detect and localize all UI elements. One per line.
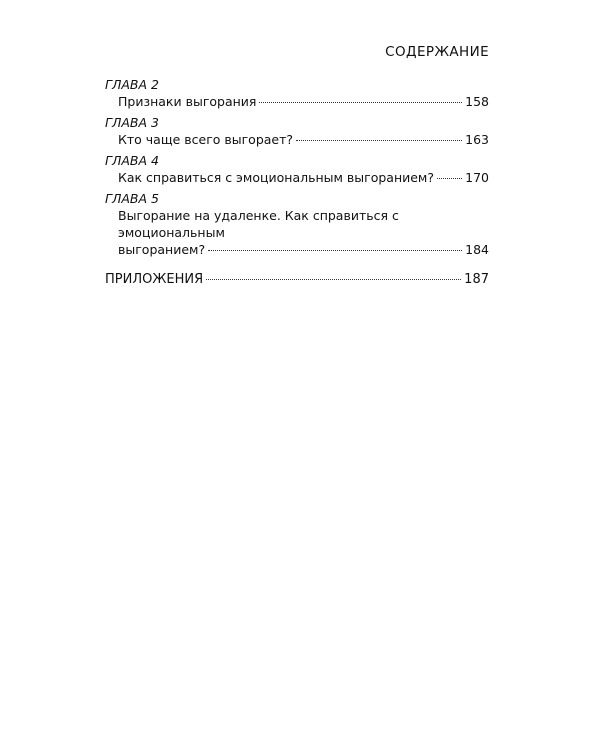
chapter-label-4: ГЛАВА 4 [105,153,159,168]
table-of-contents [105,76,489,288]
dot-leader [206,279,461,280]
chapter-label-3: ГЛАВА 3 [105,115,159,130]
toc-entry-title: Кто чаще всего выгорает? [118,132,294,147]
running-head: СОДЕРЖАНИЕ [385,44,489,60]
toc-entry-chapter-3[interactable] [105,131,489,148]
toc-entry-title-line2: выгоранием? [118,242,206,257]
appendix-page: 187 [464,272,489,287]
toc-entry-title-line1: Выгорание на удаленке. Как справиться с эмоциональным [118,208,399,240]
chapter-label-2: ГЛАВА 2 [105,77,159,92]
dot-leader [259,102,462,103]
toc-entry-page: 158 [465,94,489,109]
appendix-title: ПРИЛОЖЕНИЯ [105,272,204,287]
toc-entry-title: Как справиться с эмоциональным выгоранием? [118,170,434,185]
toc-entry-appendix[interactable] [105,271,489,288]
chapter-label-5: ГЛАВА 5 [105,191,159,206]
toc-entry-chapter-4[interactable] [105,169,489,186]
toc-entry-chapter-2[interactable] [105,93,489,110]
toc-entry-page: 163 [465,132,489,147]
toc-entry-title: Признаки выгорания [118,94,257,109]
dot-leader [296,140,462,141]
dot-leader [208,250,462,251]
toc-entry-chapter-5[interactable] [105,207,489,258]
toc-entry-page: 184 [465,242,489,257]
toc-entry-page: 170 [465,170,489,185]
dot-leader [437,178,462,179]
